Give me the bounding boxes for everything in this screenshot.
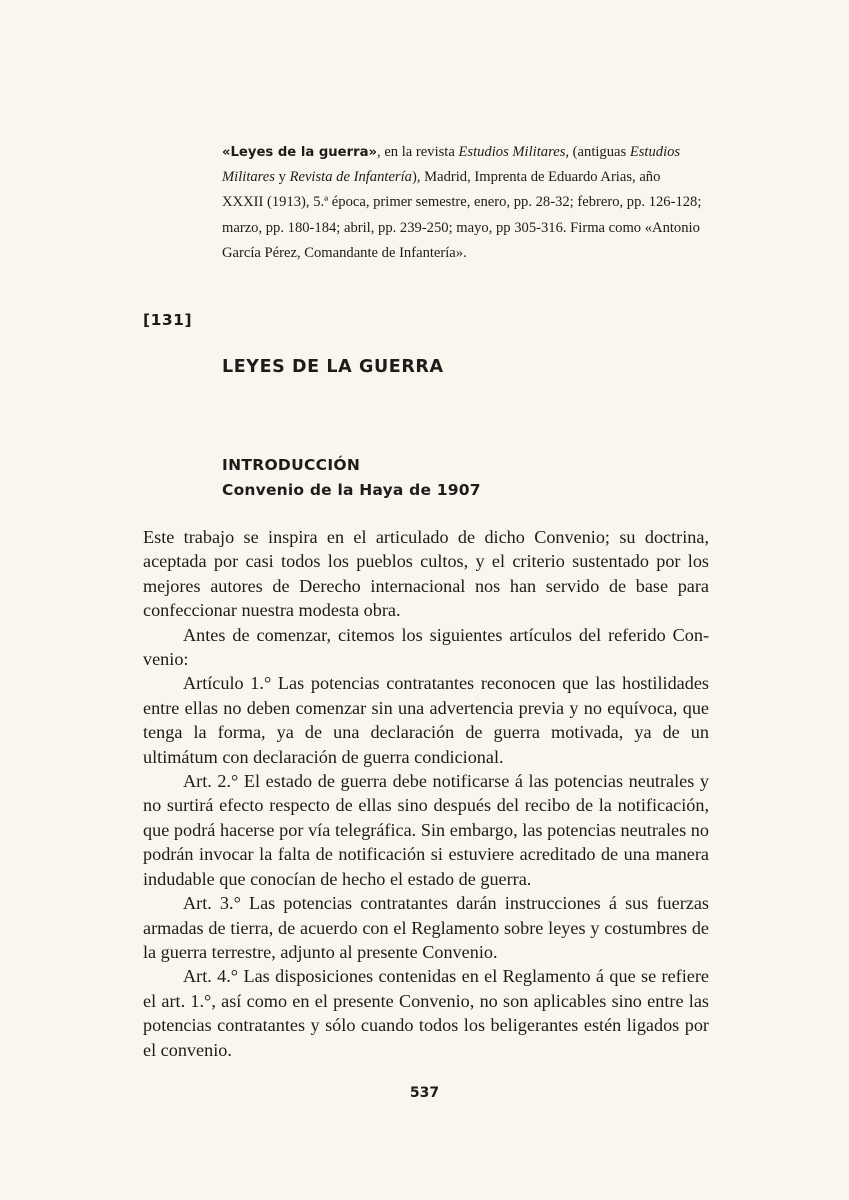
reference-journal-1: Estudios Militares, bbox=[458, 144, 570, 160]
reference-text-part4: ), Madrid, Imprenta de Eduardo Arias, año XXXII (1913), 5.ª época, primer semestre, enero, pp. 28-32; febrero, pp. 126-128; marzo, pp. 180-184; abril, pp. 239-250; mayo, pp 305-316. Firma como «Antonio García Pérez, Comandante de Infantería». bbox=[222, 169, 702, 261]
paragraph-preamble: Antes de comenzar, citemos los siguientes artículos del referido Convenio: bbox=[143, 624, 709, 670]
reference-text-part2: (antiguas bbox=[569, 144, 630, 160]
section-subtitle: Convenio de la Haya de 1907 bbox=[222, 481, 481, 499]
paragraph-article-4: Art. 4.° Las disposiciones contenidas en el Reglamento á que se refiere el art. 1.°, así como en el presente Convenio, no son aplicables sino entre las potencias contratantes y sólo cuando todos los beligerantes estén ligados por el convenio. bbox=[143, 966, 709, 1060]
paragraph-article-2: Art. 2.° El estado de guerra debe notificarse á las potencias neutrales y no surtirá efecto respecto de ellas sino después del recibo de la notificación, que podrá hacerse por vía telegráfica. Sin embargo, las potencias neutrales no podrán invocar la falta de notificación si estuviere acreditado de una manera indudable que conocían de hecho el estado de guerra. bbox=[143, 771, 709, 889]
reference-title: «Leyes de la guerra» bbox=[222, 145, 378, 160]
reference-journal-2: Estudios Militares bbox=[222, 144, 681, 186]
chapter-title: LEYES DE LA GUERRA bbox=[222, 357, 444, 377]
paragraph-intro: Este trabajo se inspira en el articulado de dicho Convenio; su doctrina, aceptada por casi todos los pueblos cultos, y el criterio sustentado por los mejores autores de Derecho internacional nos han servido de base para confeccionar nuestra modesta obra. bbox=[143, 527, 709, 621]
paragraph-article-1: Artículo 1.° Las potencias contratantes reconocen que las hostilidades entre ellas no deben comenzar sin una advertencia previa y no equívoca, que tenga la forma, ya de una declaración de guerra motivada, ya de un ultimátum con declaración de guerra condicional. bbox=[143, 673, 709, 767]
page-number: 537 bbox=[409, 1085, 440, 1101]
section-title: INTRODUCCIÓN bbox=[222, 456, 361, 474]
body-text bbox=[143, 525, 709, 1062]
original-page-marker: [131] bbox=[143, 311, 193, 329]
reference-text-part1: , en la revista bbox=[377, 144, 459, 160]
paragraph-article-3: Art. 3.° Las potencias contratantes darán instrucciones á sus fuerzas armadas de tierra, de acuerdo con el Reglamento sobre leyes y costumbres de la guerra terrestre, adjunto al presente Convenio. bbox=[143, 893, 709, 962]
reference-text-part3: y bbox=[274, 169, 290, 186]
bibliographic-reference-note bbox=[222, 140, 704, 266]
reference-journal-3: Revista de Infantería bbox=[289, 169, 412, 186]
